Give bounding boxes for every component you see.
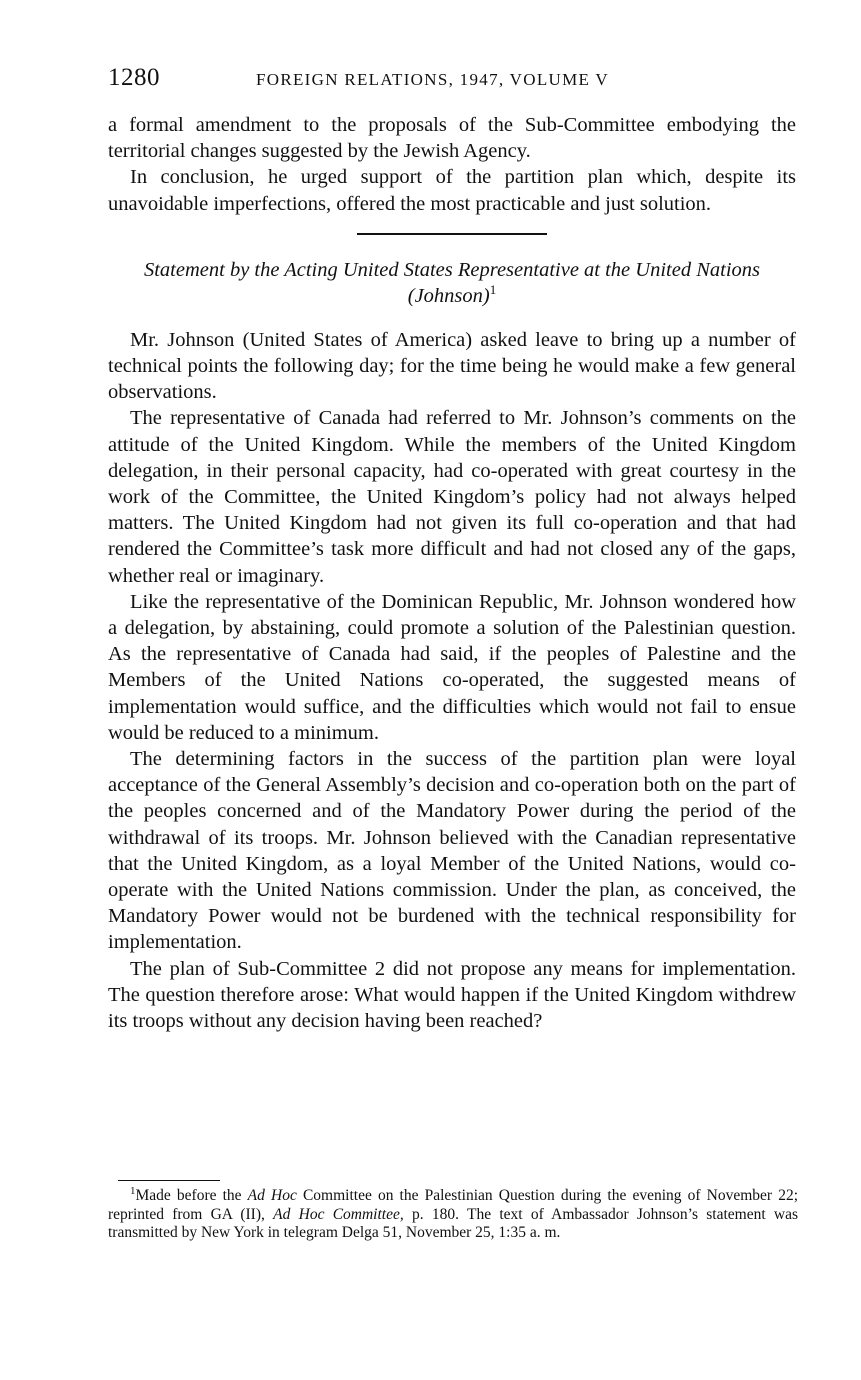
paragraph: Like the representative of the Dominican Republic, Mr. Johnson wondered how a delegation, by abstaining, could promote a solution of the Palestinian question. As the representative of Canada had said, if the peoples of Palestine and the Members of the United Nations co-operated, the suggested means of implementation would suffice, and the difficulties which would not fail to ensue would be reduced to a minimum. [108, 590, 796, 744]
section-divider [357, 233, 547, 235]
footnote-italic: Ad Hoc [247, 1187, 297, 1204]
paragraph-conclusion: In conclusion, he urged support of the partition plan which, despite its unavoidable imperfections, offered the most practicable and just solution. [108, 166, 796, 215]
body-text [108, 112, 796, 1034]
footnote-reference: 1 [489, 281, 497, 297]
footnote-rule [118, 1180, 220, 1181]
running-head [108, 64, 798, 96]
footnote [108, 1184, 799, 1243]
footnote-text: p. 180. The text of Ambassador Johnson’s statement was transmitted by New York in telegram Delga 51, November 25, 1:35 a. m. [108, 1205, 799, 1241]
paragraph: The plan of Sub-Committee 2 did not propose any means for implementation. The question therefore arose: What would happen if the United Kingdom withdrew its troops without any decision having been reached? [108, 957, 796, 1033]
paragraph: The representative of Canada had referred to Mr. Johnson’s comments on the attitude of the United Kingdom. While the members of the United Kingdom delegation, in their personal capacity, had co-operated with great courtesy in the work of the Committee, the United Kingdom’s policy had not always helped matters. The United Kingdom had not given its full co-operation and that had rendered the Committee’s task more difficult and had not closed any of the gaps, whether real or imaginary. [108, 407, 796, 587]
footnote-marker: 1 [130, 1184, 136, 1197]
paragraph-continued: a formal amendment to the proposals of the Sub-Committee embodying the territorial changes suggested by the Jewish Agency. [108, 114, 796, 163]
running-head-title: FOREIGN RELATIONS, 1947, VOLUME V [256, 70, 610, 89]
paragraph: Mr. Johnson (United States of America) asked leave to bring up a number of technical points the following day; for the time being he would make a few general observations. [108, 328, 796, 404]
footnote-text: Made before the [135, 1187, 242, 1204]
statement-heading-text: Statement by the Acting United States Representative at the United Nations (Johnson) [143, 258, 760, 307]
statement-heading [108, 257, 796, 309]
footnote-italic: Ad Hoc Committee, [273, 1205, 404, 1223]
paragraph: The determining factors in the success of the partition plan were loyal acceptance of the General Assembly’s decision and co-operation both on the part of the peoples concerned and of the Mandatory Power during the period of the withdrawal of its troops. Mr. Johnson believed with the Canadian representative that the United Kingdom, as a loyal Member of the United Nations, would co-operate with the United Nations commission. Under the plan, as conceived, the Mandatory Power would not be burdened with the technical responsibility for implementation. [108, 748, 796, 954]
footnote-text: Committee on the Palestinian Question during the evening of November 22; reprinted from GA (II), [108, 1187, 799, 1223]
page-number: 1280 [108, 64, 160, 91]
